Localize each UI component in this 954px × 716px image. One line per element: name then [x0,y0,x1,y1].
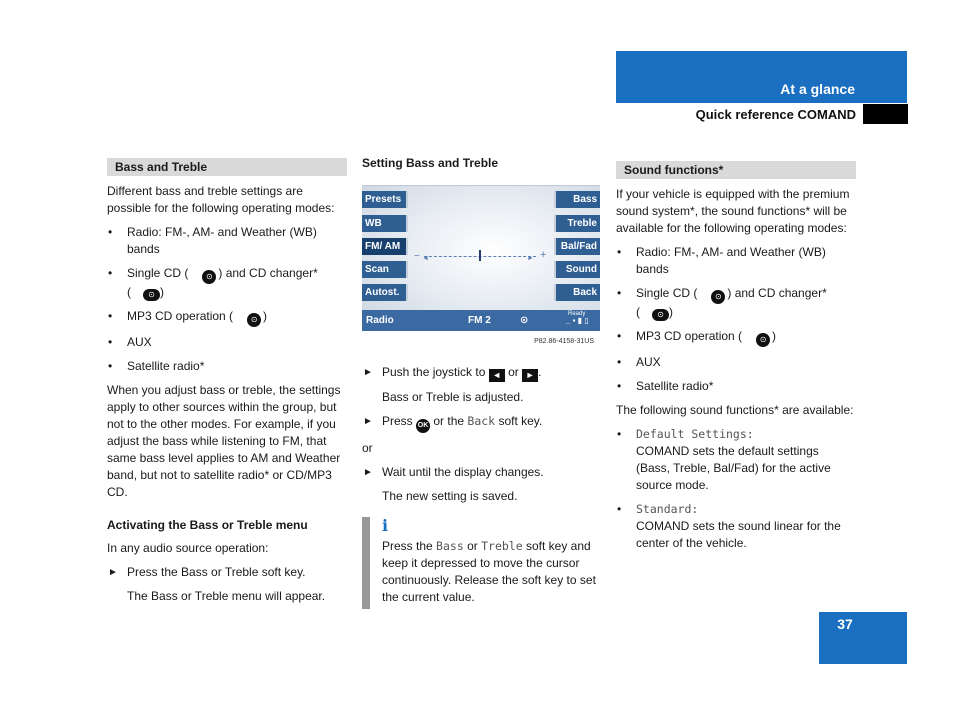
joystick-right-icon: ► [522,369,538,382]
ready-indicator: Ready [568,311,586,317]
note-text-part: or [467,539,478,553]
softkey-back[interactable]: Back [554,284,600,301]
cd-changer-icon: ⊙ [143,289,160,301]
list-item-label: ) [772,329,777,343]
list-item [616,426,856,494]
bullet-icon: • [108,359,113,373]
bullet-icon: • [617,427,622,441]
column-setting [362,155,602,607]
note-text [382,538,602,606]
list-item-label: Radio: FM-, AM- and Weather (WB) bands [636,245,826,276]
bullet-icon: • [617,245,622,259]
step-text: Press [382,414,413,428]
arrow-icon: ► [363,416,373,427]
body-paragraph: The following sound functions* are available: [616,403,854,417]
softkey-sound[interactable]: Sound [554,261,600,278]
bullet-icon: • [617,355,622,369]
mp3-icon: ⊙ [247,313,261,327]
signal-icon: _ ▪ ▮ ▯ [566,316,589,325]
arrow-icon: ► [363,367,373,378]
list-item-label: AUX [636,355,661,369]
list-item-label: ( [127,285,131,299]
bullet-icon: • [617,379,622,393]
list-item [616,328,856,347]
joystick-left-icon: ◄ [489,369,505,382]
instruction-step [362,464,602,481]
list-item-label: ( [636,305,640,319]
step-text: Wait until the display changes. [382,465,544,479]
step-intro: In any audio source operation: [107,541,269,555]
header-marker [863,104,908,124]
step-result: Bass or Treble is adjusted. [382,390,524,404]
list-item [107,265,347,301]
list-item-label: COMAND sets the sound linear for the center of the vehicle. [636,519,841,550]
softkey-bal-fad[interactable]: Bal/Fad [554,238,600,255]
or-text: or [362,441,373,455]
softkey-fm-am[interactable]: FM/ AM [362,238,408,255]
subsection-title: Quick reference COMAND [695,107,856,122]
softkey-autostore[interactable]: Autost. [362,284,408,301]
list-item-label: Satellite radio* [636,379,714,393]
column-sound-functions [616,161,856,559]
cd-changer-icon: ⊙ [652,309,669,321]
body-paragraph: When you adjust bass or treble, the settings apply to other sources within the group, but not to the other modes. For example, if you adjust the bass while listening to FM, that same bass level applies to AM and Weather band, but not to satellite radio* or CD/MP3 CD. [107,383,341,499]
softkey-wb[interactable]: WB [362,215,408,232]
softkey-treble[interactable]: Treble [554,215,600,232]
softkey-presets[interactable]: Presets [362,191,408,208]
list-item-label: ) [263,309,268,323]
instruction-step: ► Push the joystick to ◄ or ► . [363,365,542,380]
list-item [107,358,347,375]
softkey-scan[interactable]: Scan [362,261,408,278]
step-text: Press the Bass or Treble soft key. [127,565,306,579]
list-item-label: Single CD ( [636,286,698,300]
list-item-label: Radio: FM-, AM- and Weather (WB) bands [127,225,317,256]
arrow-icon: ► [363,467,373,478]
figure-caption: P82.86-4158-31US [534,338,594,345]
note-text-part: soft key and keep it depressed to move the cursor continuously. Release the soft key to set the current value. [382,539,596,604]
status-bar [362,310,600,331]
page-number-box [819,612,907,664]
list-item-label: ) and CD changer* [727,286,827,300]
list-item-label: COMAND sets the default settings (Bass, Treble, Bal/Fad) for the active source mode. [636,444,831,492]
step-text: or [508,365,519,379]
standard-label: Standard: [636,502,699,516]
column-bass-treble [107,158,347,612]
treble-key-label: Treble [481,539,523,553]
section-heading: Sound functions* [616,161,856,179]
level-cursor[interactable] [479,250,481,261]
subheading: Activating the Bass or Treble menu [107,518,308,532]
bullet-icon: • [108,266,113,280]
info-note [362,517,602,607]
instruction-step [362,413,602,433]
note-bar [362,517,370,609]
page-number: 37 [837,616,853,632]
disc-icon: ⊙ [520,315,529,326]
bass-key-label: Bass [436,539,464,553]
note-text-part: Press the [382,539,433,553]
bullet-icon: • [108,225,113,239]
step-result: The new setting is saved. [382,489,518,503]
section-heading: Bass and Treble [107,158,347,176]
list-item [616,354,856,371]
status-band: FM 2 [468,315,491,326]
list-item [107,308,347,327]
list-item [107,334,347,351]
list-item-label: Single CD ( [127,266,189,280]
step-text: Push the joystick to [382,365,486,379]
list-item-label: AUX [127,335,152,349]
step-text: soft key. [498,414,543,428]
cd-icon: ⊙ [711,290,725,304]
instruction-step [107,564,347,581]
status-source: Radio [366,315,394,326]
softkey-bass[interactable]: Bass [554,191,600,208]
list-item-label: MP3 CD operation ( [636,329,743,343]
list-item [107,224,347,258]
step-result: The Bass or Treble menu will appear. [127,589,326,603]
bullet-icon: • [617,502,622,516]
mp3-icon: ⊙ [756,333,770,347]
list-item [616,501,856,552]
list-item-label: ) [160,285,164,299]
section-title: At a glance [780,81,855,97]
comand-display [362,185,600,330]
list-item-label: ) [669,305,673,319]
cd-icon: ⊙ [202,270,216,284]
ok-button-icon: OK [416,419,430,433]
right-arrow-icon: ► [527,255,534,262]
bullet-icon: • [108,335,113,349]
info-icon: i [382,516,389,535]
back-key-label: Back [467,414,496,428]
bullet-icon: • [617,329,622,343]
intro-text: Different bass and treble settings are possible for the following operating modes: [107,184,335,215]
intro-text: If your vehicle is equipped with the premium sound system*, the sound functions* will be available for the following operating modes: [616,187,850,235]
section-heading: Setting Bass and Treble [362,156,499,170]
bullet-icon: • [108,309,113,323]
list-item [616,378,856,395]
list-item-label: Satellite radio* [127,359,205,373]
list-item [616,244,856,278]
default-settings-label: Default Settings: [636,427,754,441]
list-item [616,285,856,321]
minus-label: − [414,251,420,262]
header-band [616,51,907,103]
step-text: or the [433,414,465,428]
bullet-icon: • [617,286,622,300]
list-item-label: ) and CD changer* [218,266,318,280]
arrow-icon: ► [108,567,118,578]
left-arrow-icon: ◄ [422,255,429,262]
list-item-label: MP3 CD operation ( [127,309,234,323]
plus-label: + [540,249,547,261]
